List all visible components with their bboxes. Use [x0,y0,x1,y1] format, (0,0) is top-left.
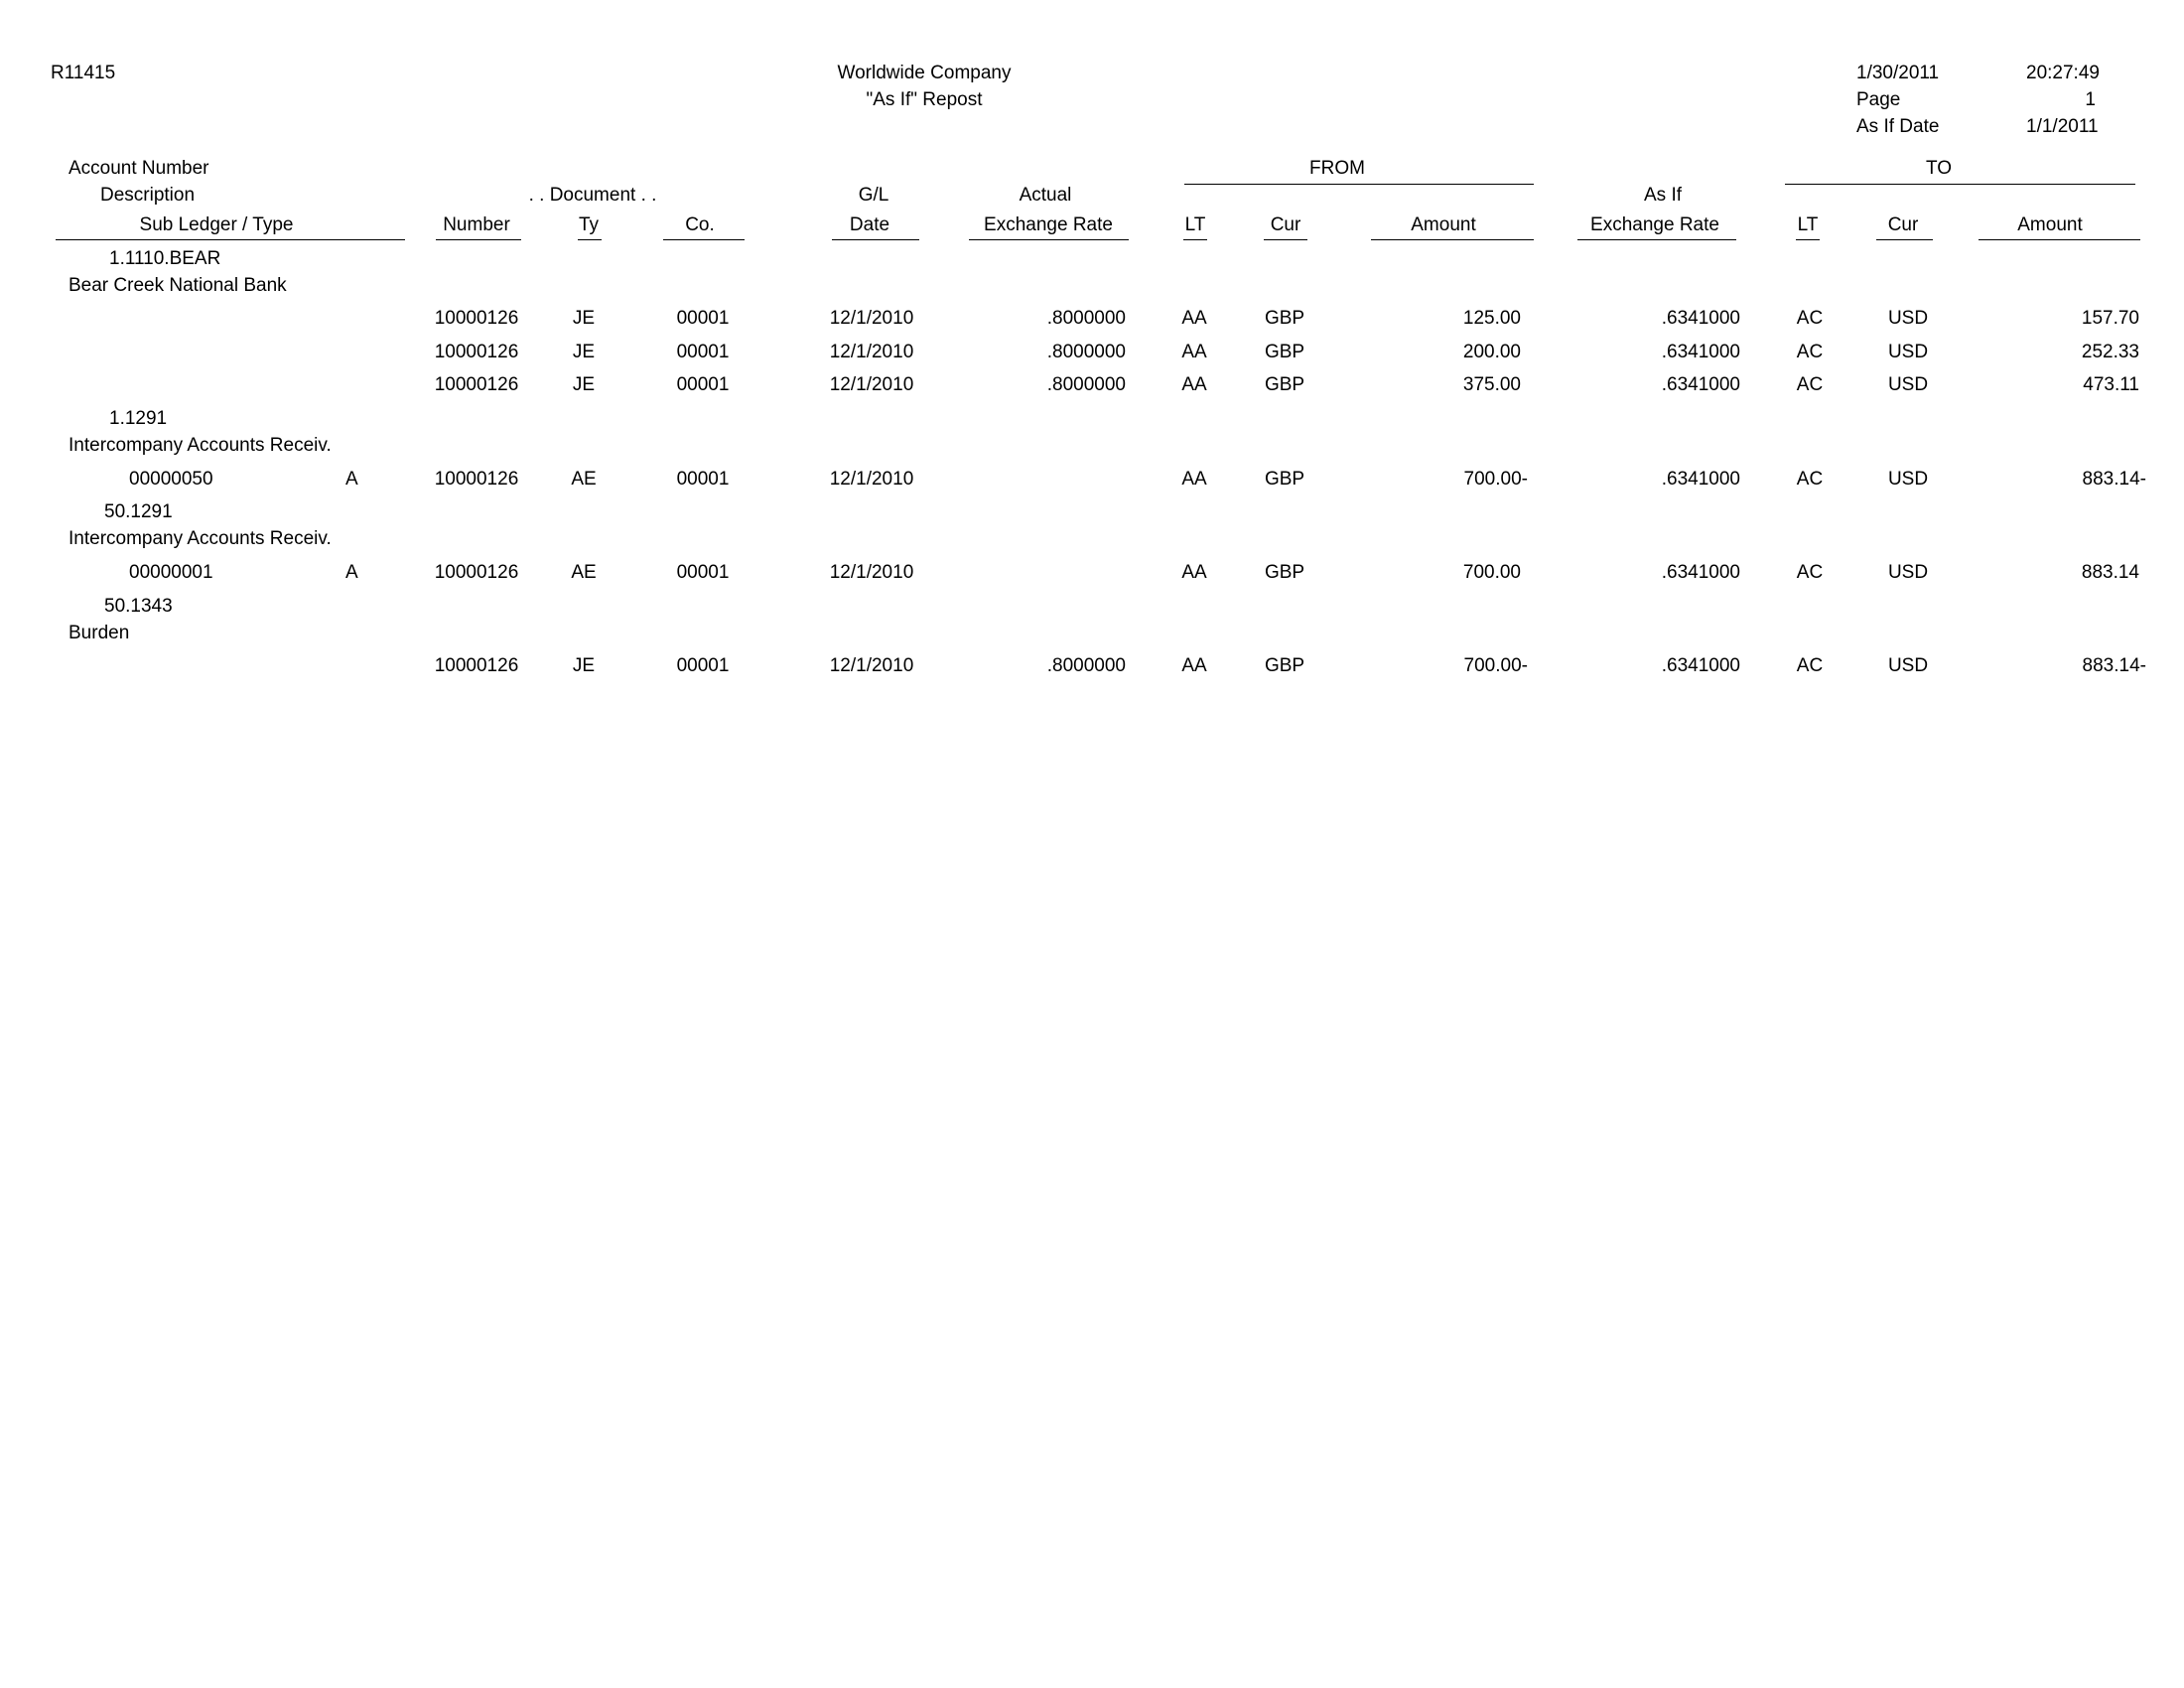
header-underline [969,239,1129,240]
header-as-if-exchange-rate: Exchange Rate [1590,214,1719,235]
to-group-line [1785,184,2135,185]
doc-type: JE [572,655,596,676]
header-underline [1577,239,1736,240]
doc-number: 10000126 [434,469,519,490]
header-sub-ledger-type: Sub Ledger / Type [139,214,294,235]
account-number: 50.1291 [104,501,173,522]
gl-date: 12/1/2010 [829,308,914,329]
to-currency: USD [1887,342,1929,362]
gl-date: 12/1/2010 [829,562,914,583]
doc-company: 00001 [676,469,730,490]
from-currency: GBP [1264,469,1305,490]
from-currency: GBP [1264,342,1305,362]
from-ledger-type: AA [1181,374,1207,395]
actual-exchange-rate: .8000000 [1046,308,1126,329]
header-from-cur: Cur [1270,214,1301,235]
report-time: 20:27:49 [2026,63,2100,83]
page-number: 1 [2085,89,2096,110]
gl-date: 12/1/2010 [829,655,914,676]
account-number: 50.1343 [104,596,173,617]
doc-number: 10000126 [434,374,519,395]
header-actual: Actual [1019,185,1072,206]
header-underline [56,239,405,240]
actual-exchange-rate: .8000000 [1046,342,1126,362]
as-if-date-value: 1/1/2011 [2026,116,2099,137]
to-ledger-type: AC [1796,655,1824,676]
doc-company: 00001 [676,342,730,362]
doc-type: JE [572,308,596,329]
to-amount: 883.14 [2081,562,2139,583]
header-account-number: Account Number [68,158,209,179]
doc-number: 10000126 [434,308,519,329]
to-amount: 157.70 [2081,308,2139,329]
sub-ledger: 00000050 [129,469,213,490]
to-amount: 883.14- [2082,655,2146,676]
company-name: Worldwide Company [837,63,1012,83]
as-if-exchange-rate: .6341000 [1661,374,1740,395]
header-underline [1264,239,1307,240]
header-document: . . Document . . [528,185,657,206]
to-ledger-type: AC [1796,374,1824,395]
as-if-date-label: As If Date [1856,116,1940,137]
doc-type: AE [571,562,597,583]
account-description: Intercompany Accounts Receiv. [68,528,332,549]
account-description: Intercompany Accounts Receiv. [68,435,332,456]
sub-ledger: 00000001 [129,562,213,583]
header-underline [832,239,919,240]
to-currency: USD [1887,562,1929,583]
account-number: 1.1110.BEAR [109,248,221,269]
doc-company: 00001 [676,562,730,583]
to-ledger-type: AC [1796,308,1824,329]
from-group-line [1184,184,1534,185]
header-from: FROM [1309,158,1365,179]
header-underline [578,239,602,240]
header-exchange-rate: Exchange Rate [984,214,1113,235]
actual-exchange-rate: .8000000 [1046,374,1126,395]
header-underline [1371,239,1534,240]
from-currency: GBP [1264,308,1305,329]
header-to: TO [1925,158,1953,179]
as-if-exchange-rate: .6341000 [1661,469,1740,490]
from-currency: GBP [1264,374,1305,395]
gl-date: 12/1/2010 [829,374,914,395]
from-ledger-type: AA [1181,308,1207,329]
to-currency: USD [1887,469,1929,490]
to-currency: USD [1887,308,1929,329]
header-from-amount: Amount [1411,214,1476,235]
page-label: Page [1856,89,1901,110]
sub-ledger-type: A [345,469,358,490]
as-if-exchange-rate: .6341000 [1661,562,1740,583]
doc-company: 00001 [676,308,730,329]
gl-date: 12/1/2010 [829,469,914,490]
header-from-lt: LT [1184,214,1206,235]
header-underline [663,239,745,240]
header-to-cur: Cur [1887,214,1919,235]
account-description: Bear Creek National Bank [68,275,287,296]
to-amount: 252.33 [2081,342,2139,362]
header-underline [436,239,521,240]
to-currency: USD [1887,374,1929,395]
header-description: Description [100,185,196,206]
from-amount: 700.00 [1462,562,1521,583]
header-gl: G/L [858,185,889,206]
from-ledger-type: AA [1181,469,1207,490]
header-underline [1876,239,1933,240]
header-co: Co. [685,214,715,235]
as-if-exchange-rate: .6341000 [1661,308,1740,329]
from-ledger-type: AA [1181,342,1207,362]
sub-ledger-type: A [345,562,358,583]
header-underline [1183,239,1207,240]
as-if-exchange-rate: .6341000 [1661,342,1740,362]
from-currency: GBP [1264,562,1305,583]
doc-type: JE [572,374,596,395]
actual-exchange-rate: .8000000 [1046,655,1126,676]
report-title: "As If" Repost [866,89,983,110]
account-number: 1.1291 [109,408,168,429]
header-ty: Ty [578,214,600,235]
from-ledger-type: AA [1181,562,1207,583]
to-ledger-type: AC [1796,469,1824,490]
from-amount: 125.00 [1462,308,1521,329]
from-currency: GBP [1264,655,1305,676]
from-amount: 700.00- [1463,469,1528,490]
to-amount: 473.11 [2083,374,2139,395]
gl-date: 12/1/2010 [829,342,914,362]
header-date: Date [849,214,890,235]
header-to-amount: Amount [2017,214,2083,235]
doc-number: 10000126 [434,655,519,676]
doc-type: JE [572,342,596,362]
header-underline [1979,239,2140,240]
to-amount: 883.14- [2082,469,2146,490]
as-if-exchange-rate: .6341000 [1661,655,1740,676]
doc-number: 10000126 [434,562,519,583]
to-currency: USD [1887,655,1929,676]
doc-company: 00001 [676,655,730,676]
from-amount: 700.00- [1463,655,1528,676]
header-underline [1796,239,1820,240]
report-id: R11415 [51,63,116,83]
from-amount: 200.00 [1462,342,1521,362]
account-description: Burden [68,623,130,643]
doc-type: AE [571,469,597,490]
header-to-lt: LT [1797,214,1819,235]
to-ledger-type: AC [1796,342,1824,362]
to-ledger-type: AC [1796,562,1824,583]
from-ledger-type: AA [1181,655,1207,676]
header-as-if: As If [1643,185,1683,206]
doc-number: 10000126 [434,342,519,362]
doc-company: 00001 [676,374,730,395]
from-amount: 375.00 [1462,374,1521,395]
report-date: 1/30/2011 [1856,63,1940,83]
header-number: Number [443,214,510,235]
